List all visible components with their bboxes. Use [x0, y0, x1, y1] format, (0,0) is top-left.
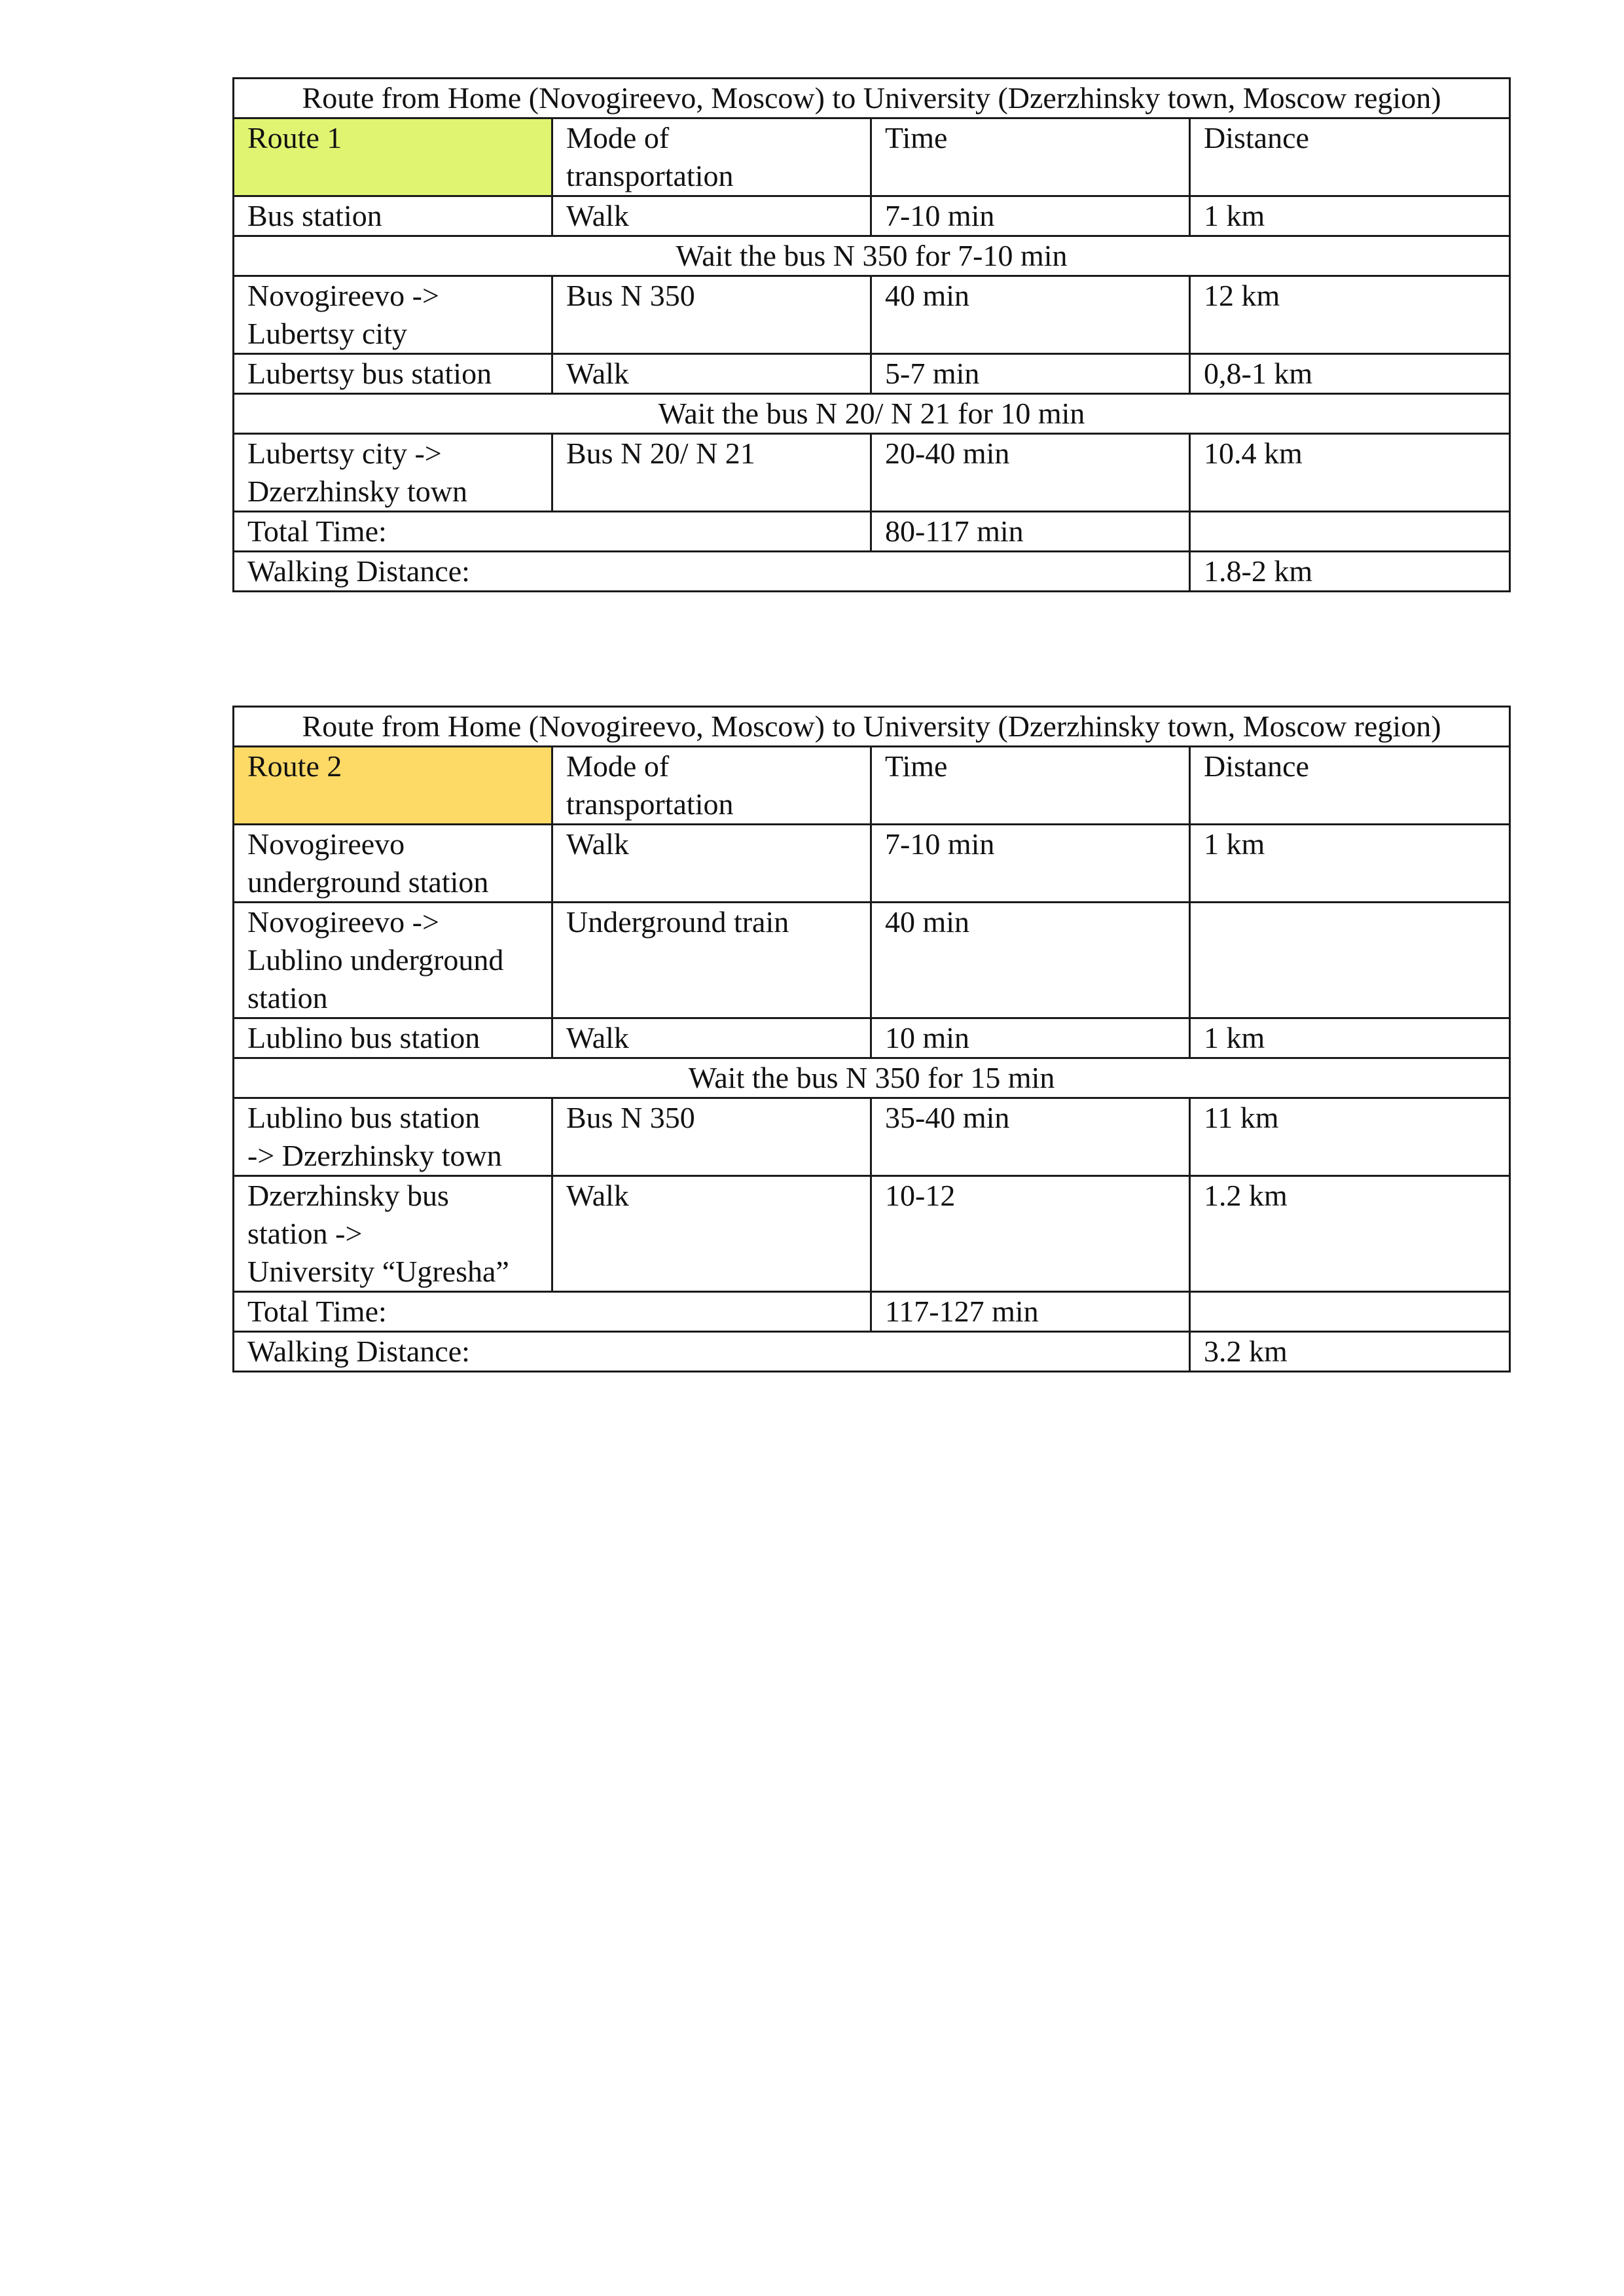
row-place: Lubertsy bus station: [234, 354, 552, 394]
total-time-value: 117-127 min: [871, 1292, 1190, 1332]
row-time: 10 min: [871, 1018, 1190, 1058]
walking-distance-label: Walking Distance:: [234, 1332, 1190, 1372]
walking-distance-row: [234, 552, 1510, 592]
row-mode: Underground train: [552, 903, 871, 1018]
row-distance: 1 km: [1190, 825, 1510, 903]
table-row: [234, 825, 1510, 903]
row-distance: 12 km: [1190, 276, 1510, 354]
row-distance: 0,8-1 km: [1190, 354, 1510, 394]
row-place: Novogireevo underground station: [234, 825, 552, 903]
row-mode: Walk: [552, 354, 871, 394]
table-row: [234, 196, 1510, 236]
route-label: Route 2: [234, 747, 552, 825]
walking-distance-row: [234, 1332, 1510, 1372]
header-mode: Mode of transportation: [552, 747, 871, 825]
table-row: [234, 434, 1510, 512]
row-distance: 11 km: [1190, 1098, 1510, 1176]
row-place: Dzerzhinsky bus station -> University “Ugresha”: [234, 1176, 552, 1292]
table-row: [234, 1098, 1510, 1176]
table-row: [234, 1176, 1510, 1292]
row-distance: [1190, 903, 1510, 1018]
walking-distance-label: Walking Distance:: [234, 552, 1190, 592]
row-place: Novogireevo -> Lubertsy city: [234, 276, 552, 354]
total-time-row: [234, 512, 1510, 552]
table-title-row: [234, 79, 1510, 118]
header-time: Time: [871, 747, 1190, 825]
table-row: [234, 354, 1510, 394]
route-2-table: [232, 706, 1511, 1372]
table-header-row: [234, 747, 1510, 825]
row-distance: 1.2 km: [1190, 1176, 1510, 1292]
wait-row: [234, 394, 1510, 434]
row-place: Lubertsy city -> Dzerzhinsky town: [234, 434, 552, 512]
route-label: Route 1: [234, 118, 552, 196]
wait-row: [234, 236, 1510, 276]
table-row: [234, 903, 1510, 1018]
table-title: Route from Home (Novogireevo, Moscow) to University (Dzerzhinsky town, Moscow region): [234, 707, 1510, 747]
row-mode: Walk: [552, 825, 871, 903]
row-place: Bus station: [234, 196, 552, 236]
table-header-row: [234, 118, 1510, 196]
row-time: 35-40 min: [871, 1098, 1190, 1176]
walking-distance-value: 1.8-2 km: [1190, 552, 1510, 592]
header-distance: Distance: [1190, 118, 1510, 196]
header-time: Time: [871, 118, 1190, 196]
walking-distance-value: 3.2 km: [1190, 1332, 1510, 1372]
row-time: 20-40 min: [871, 434, 1190, 512]
row-time: 10-12: [871, 1176, 1190, 1292]
total-time-label: Total Time:: [234, 512, 871, 552]
row-time: 7-10 min: [871, 825, 1190, 903]
route-1-table: [232, 77, 1511, 592]
row-distance: 1 km: [1190, 1018, 1510, 1058]
total-time-empty: [1190, 512, 1510, 552]
row-time: 7-10 min: [871, 196, 1190, 236]
row-mode: Walk: [552, 196, 871, 236]
row-mode: Walk: [552, 1018, 871, 1058]
header-mode: Mode of transportation: [552, 118, 871, 196]
total-time-row: [234, 1292, 1510, 1332]
wait-note: Wait the bus N 350 for 15 min: [234, 1058, 1510, 1098]
row-place: Lublino bus station -> Dzerzhinsky town: [234, 1098, 552, 1176]
table-row: [234, 1018, 1510, 1058]
total-time-empty: [1190, 1292, 1510, 1332]
table-title-row: [234, 707, 1510, 747]
row-time: 40 min: [871, 903, 1190, 1018]
header-distance: Distance: [1190, 747, 1510, 825]
table-title: Route from Home (Novogireevo, Moscow) to University (Dzerzhinsky town, Moscow region): [234, 79, 1510, 118]
row-mode: Bus N 350: [552, 276, 871, 354]
row-distance: 1 km: [1190, 196, 1510, 236]
wait-note: Wait the bus N 20/ N 21 for 10 min: [234, 394, 1510, 434]
wait-note: Wait the bus N 350 for 7-10 min: [234, 236, 1510, 276]
row-mode: Bus N 350: [552, 1098, 871, 1176]
row-place: Novogireevo -> Lublino underground station: [234, 903, 552, 1018]
row-distance: 10.4 km: [1190, 434, 1510, 512]
wait-row: [234, 1058, 1510, 1098]
total-time-value: 80-117 min: [871, 512, 1190, 552]
row-mode: Walk: [552, 1176, 871, 1292]
table-row: [234, 276, 1510, 354]
row-time: 5-7 min: [871, 354, 1190, 394]
row-place: Lublino bus station: [234, 1018, 552, 1058]
total-time-label: Total Time:: [234, 1292, 871, 1332]
row-time: 40 min: [871, 276, 1190, 354]
row-mode: Bus N 20/ N 21: [552, 434, 871, 512]
